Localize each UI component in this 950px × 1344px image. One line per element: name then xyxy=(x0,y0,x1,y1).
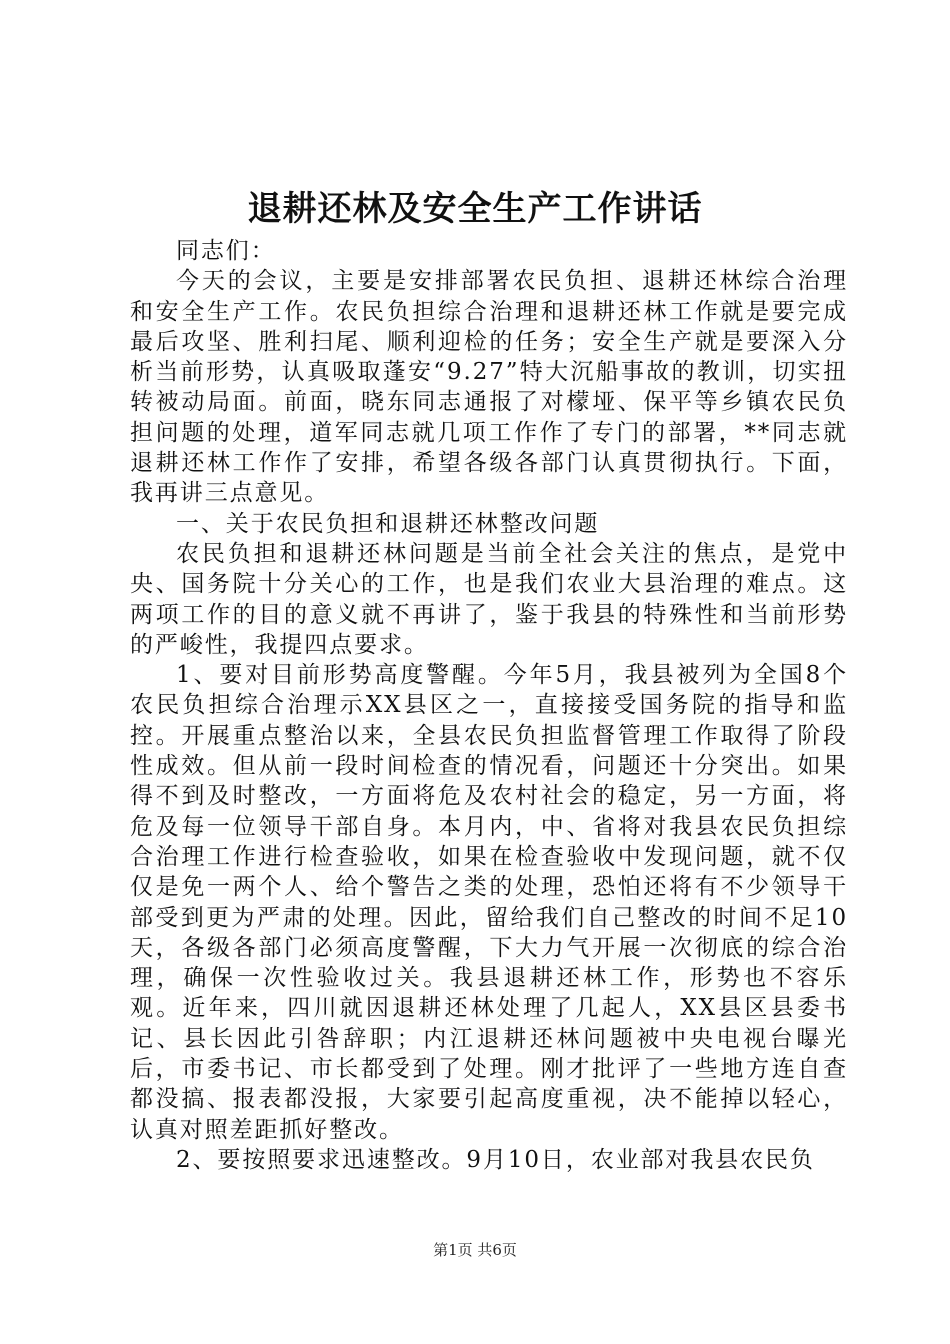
paragraph-point-1: 1、要对目前形势高度警醒。今年5月，我县被列为全国8个农民负担综合治理示XX县区之一，直接接受国务院的指导和监控。开展重点整治以来，全县农民负担监督管理工作取得了阶段性成效。但从前一段时间检查的情况看，问题还十分突出。如果得不到及时整改，一方面将危及农村社会的稳定，另一方面，将危及每一位领导干部自身。本月内，中、省将对我县农民负担综合治理工作进行检查验收，如果在检查验收中发现问题，就不仅仅是免一两个人、给个警告之类的处理，恐怕还将有不少领导干部受到更为严肃的处理。因此，留给我们自己整改的时间不足10天，各级各部门必须高度警醒，下大力气开展一次彻底的综合治理，确保一次性验收过关。我县退耕还林工作，形势也不容乐观。近年来，四川就因退耕还林处理了几起人，XX县区县委书记、县长因此引咎辞职；内江退耕还林问题被中央电视台曝光后，市委书记、市长都受到了处理。刚才批评了一些地方连自查都没搞、报表都没报，大家要引起高度重视，决不能掉以轻心，认真对照差距抓好整改。 xyxy=(130,662,848,1143)
section-heading-1: 一、关于农民负担和退耕还林整改问题 xyxy=(176,510,600,537)
document-body xyxy=(130,236,848,1175)
document-title: 退耕还林及安全生产工作讲话 xyxy=(247,189,703,229)
paragraph-point-2: 2、要按照要求迅速整改。9月10日，农业部对我县农民负 xyxy=(176,1146,815,1173)
paragraph-section-1-intro: 农民负担和退耕还林问题是当前全社会关注的焦点，是党中央、国务院十分关心的工作，也是我们农业大县治理的难点。这两项工作的目的意义就不再讲了，鉴于我县的特殊性和当前形势的严峻性，我提四点要求。 xyxy=(130,540,848,658)
paragraph-salutation: 同志们： xyxy=(176,238,276,264)
page-footer: 第1页 共6页 xyxy=(433,1241,517,1259)
paragraph-intro: 今天的会议，主要是安排部署农民负担、退耕还林综合治理和安全生产工作。农民负担综合治理和退耕还林工作就是要完成最后攻坚、胜利扫尾、顺利迎检的任务；安全生产就是要深入分析当前形势，认真吸取蓬安“9.27”特大沉船事故的教训，切实扭转被动局面。前面，晓东同志通报了对檬垭、保平等乡镇农民负担问题的处理，道军同志就几项工作作了专门的部署，**同志就退耕还林工作作了安排，希望各级各部门认真贯彻执行。下面，我再讲三点意见。 xyxy=(130,268,848,507)
